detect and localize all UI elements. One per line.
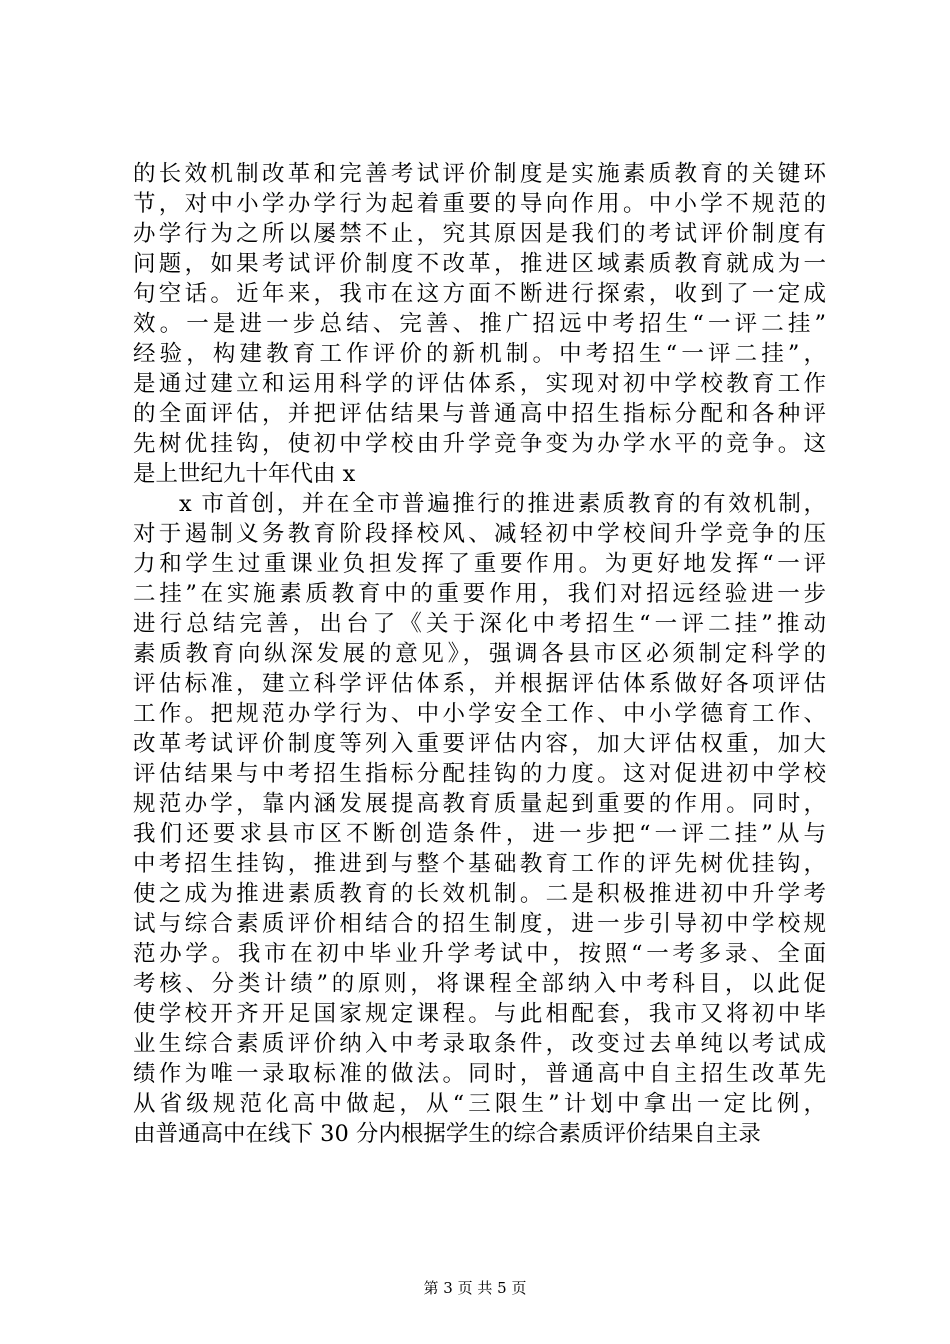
text-line: 素质教育向纵深发展的意见》，强调各县市区必须制定科学的: [133, 641, 826, 667]
text-line: 经验，构建教育工作评价的新机制。中考招生“一评二挂”，: [133, 341, 826, 367]
text-line: 评估标准，建立科学评估体系，并根据评估体系做好各项评估: [133, 671, 826, 697]
text-line: 先树优挂钩，使初中学校由升学竞争变为办学水平的竞争。这: [133, 431, 826, 457]
text-line: 从省级规范化高中做起，从“三限生”计划中拿出一定比例，: [133, 1091, 826, 1117]
text-line: 节，对中小学办学行为起着重要的导向作用。中小学不规范的: [133, 191, 826, 217]
text-line: 改革考试评价制度等列入重要评估内容，加大评估权重，加大: [133, 731, 826, 757]
text-line: 力和学生过重课业负担发挥了重要作用。为更好地发挥“一评: [133, 551, 826, 577]
text-line: 是通过建立和运用科学的评估体系，实现对初中学校教育工作: [133, 371, 826, 397]
text-line: 使之成为推进素质教育的长效机制。二是积极推进初中升学考: [133, 881, 826, 907]
text-line: 使学校开齐开足国家规定课程。与此相配套，我市又将初中毕: [133, 1001, 826, 1027]
text-line: 考核、分类计绩”的原则，将课程全部纳入中考科目，以此促: [133, 971, 826, 997]
text-line: 的全面评估，并把评估结果与普通高中招生指标分配和各种评: [133, 401, 826, 427]
text-line: 是上世纪九十年代由 x: [133, 461, 356, 487]
text-line: 二挂”在实施素质教育中的重要作用，我们对招远经验进一步: [133, 581, 826, 607]
text-line: x 市首创，并在全市普遍推行的推进素质教育的有效机制，: [179, 491, 826, 517]
text-line: 中考招生挂钩，推进到与整个基础教育工作的评先树优挂钩，: [133, 851, 826, 877]
text-line: 绩作为唯一录取标准的做法。同时，普通高中自主招生改革先: [133, 1061, 826, 1087]
paragraph-1: [133, 159, 826, 489]
text-line: 规范办学，靠内涵发展提高教育质量起到重要的作用。同时，: [133, 791, 826, 817]
page-footer: 第 3 页 共 5 页: [423, 1279, 527, 1297]
text-line: 问题，如果考试评价制度不改革，推进区域素质教育就成为一: [133, 251, 826, 277]
text-line: 工作。把规范办学行为、中小学安全工作、中小学德育工作、: [133, 701, 826, 727]
text-line: 对于遏制义务教育阶段择校风、减轻初中学校间升学竞争的压: [133, 521, 826, 547]
paragraph-2: [133, 489, 826, 1149]
text-line: 由普通高中在线下 30 分内根据学生的综合素质评价结果自主录: [133, 1121, 761, 1147]
text-line: 进行总结完善，出台了《关于深化中考招生“一评二挂”推动: [133, 611, 826, 637]
text-line: 试与综合素质评价相结合的招生制度，进一步引导初中学校规: [133, 911, 826, 937]
text-line: 业生综合素质评价纳入中考录取条件，改变过去单纯以考试成: [133, 1031, 826, 1057]
body-text: [133, 159, 826, 1149]
text-line: 范办学。我市在初中毕业升学考试中，按照“一考多录、全面: [133, 941, 826, 967]
text-line: 效。一是进一步总结、完善、推广招远中考招生“一评二挂”: [133, 311, 826, 337]
text-line: 我们还要求县市区不断创造条件，进一步把“一评二挂”从与: [133, 821, 826, 847]
text-line: 的长效机制改革和完善考试评价制度是实施素质教育的关键环: [133, 161, 826, 187]
text-line: 办学行为之所以屡禁不止，究其原因是我们的考试评价制度有: [133, 221, 826, 247]
text-line: 句空话。近年来，我市在这方面不断进行探索，收到了一定成: [133, 281, 826, 307]
text-line: 评估结果与中考招生指标分配挂钩的力度。这对促进初中学校: [133, 761, 826, 787]
